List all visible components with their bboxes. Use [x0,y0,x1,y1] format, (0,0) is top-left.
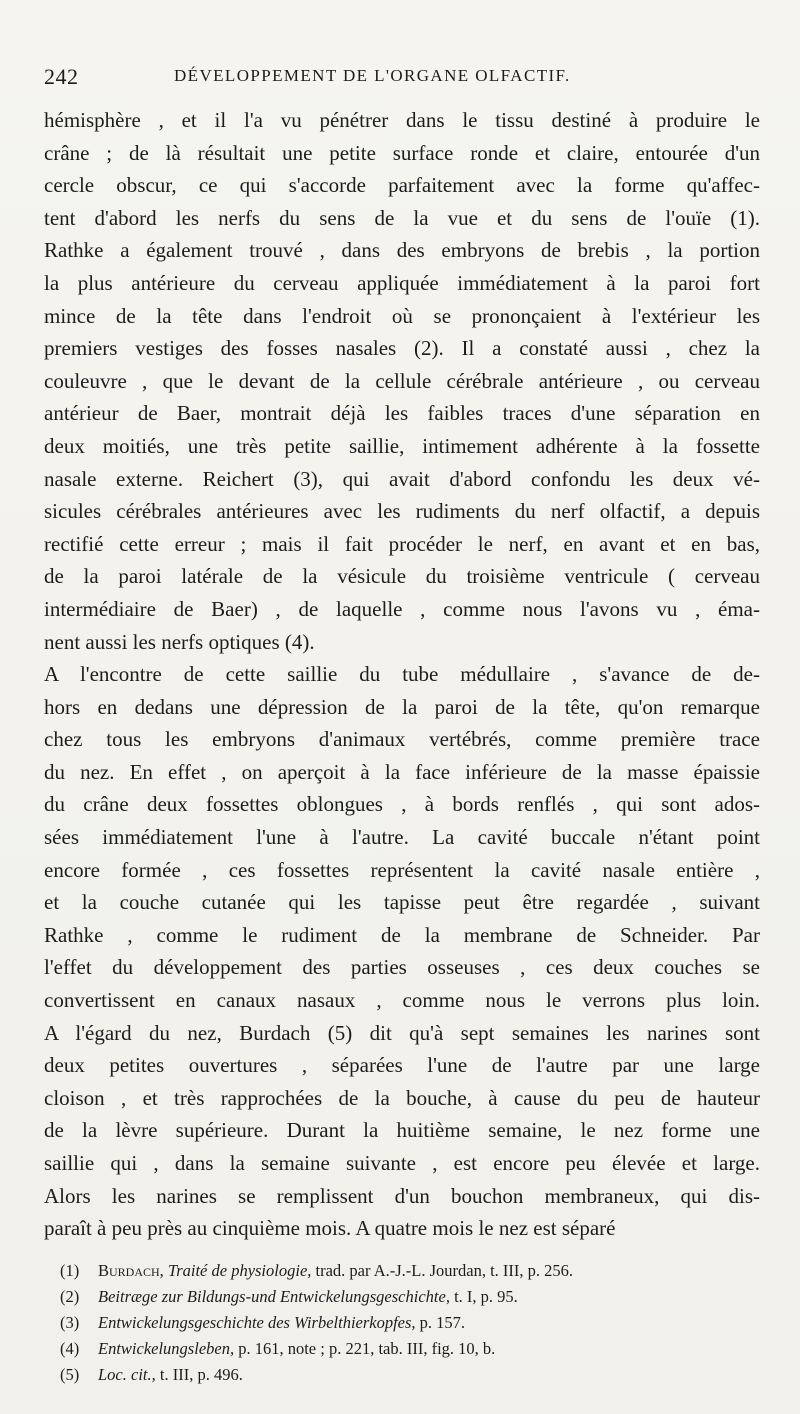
text-line: premiers vestiges des fosses nasales (2). Il a constaté aussi , chez la [44,336,760,361]
footnote-reference: t. III, p. 496. [159,1365,243,1384]
text-line: Rathke , comme le rudiment de la membrane de Schneider. Par [44,922,760,947]
footnote [60,1336,760,1362]
text-line: deux petites ouvertures , séparées l'une de l'autre par une large [44,1053,760,1078]
text-line: encore formée , ces fossettes représentent la cavité nasale entière , [44,857,760,882]
text-line: A l'encontre de cette saillie du tube médullaire , s'avance de de- [44,662,760,687]
text-line: nasale externe. Reichert (3), qui avait d'abord confondu les deux vé- [44,466,760,491]
footnote-reference: t. I, p. 95. [454,1287,518,1306]
footnote-number: (5) [60,1365,80,1384]
footnote-title: Entwickelungsgeschichte des Wirbelthierkopfes, [98,1313,416,1332]
text-line: nent aussi les nerfs optiques (4). [44,629,315,654]
footnote [60,1258,760,1284]
text-line: sicules cérébrales antérieures avec les rudiments du nerf olfactif, a depuis [44,499,760,524]
footnote-title: Beitræge zur Bildungs-und Entwickelungsgeschichte, [98,1287,450,1306]
text-line: cloison , et très rapprochées de la bouche, à cause du peu de hauteur [44,1085,760,1110]
footnote-reference: p. 157. [419,1313,466,1332]
text-line: saillie qui , dans la semaine suivante , est encore peu élevée et large. [44,1151,760,1175]
text-line: Rathke a également trouvé , dans des embryons de brebis , la portion [44,238,760,263]
text-line: antérieur de Baer, montrait déjà les faibles traces d'une séparation en [44,401,760,426]
footnote-title: Traité de physiologie, [167,1261,312,1280]
text-line: intermédiaire de Baer) , de laquelle , comme nous l'avons vu , éma- [44,596,760,621]
text-line: la plus antérieure du cerveau appliquée immédiatement à la paroi fort [44,270,760,295]
text-line: hémisphère , et il l'a vu pénétrer dans le tissu destiné à produire le [44,108,760,132]
footnote-reference: p. 161, note ; p. 221, tab. III, fig. 10, b. [238,1339,496,1358]
footnotes [60,1258,760,1388]
footnote-reference: trad. par A.-J.-L. Jourdan, t. III, p. 256. [315,1261,574,1280]
body-text [44,104,760,1245]
running-head: DÉVELOPPEMENT DE L'ORGANE OLFACTIF. [174,66,571,85]
text-line: mince de la tête dans l'endroit où se prononçaient à l'extérieur les [44,303,760,328]
text-line: de la lèvre supérieure. Durant la huitième semaine, le nez forme une [44,1118,760,1143]
text-line: du nez. En effet , on aperçoit à la face inférieure de la masse épaissie [44,759,760,784]
footnote-number: (1) [60,1261,80,1280]
page-header [44,64,760,98]
text-line: sées immédiatement l'une à l'autre. La cavité buccale n'étant point [44,825,760,850]
text-line: de la paroi latérale de la vésicule du troisième ventricule ( cerveau [44,564,760,589]
text-line: chez tous les embryons d'animaux vertébrés, comme première trace [44,727,760,752]
text-line: paraît à peu près au cinquième mois. A quatre mois le nez est séparé [44,1216,616,1241]
text-line: A l'égard du nez, Burdach (5) dit qu'à sept semaines les narines sont [44,1020,760,1045]
page-number: 242 [44,64,79,89]
footnote-number: (3) [60,1313,80,1332]
text-line: du crâne deux fossettes oblongues , à bords renflés , qui sont ados- [44,792,760,817]
text-line: Alors les narines se remplissent d'un bouchon membraneux, qui dis- [44,1183,760,1208]
text-line: crâne ; de là résultait une petite surface ronde et claire, entourée d'un [44,140,760,165]
text-line: rectifié cette erreur ; mais il fait procéder le nerf, en avant et en bas, [44,531,760,556]
footnote-title: Loc. cit., [98,1365,156,1384]
text-line: et la couche cutanée qui les tapisse peut être regardée , suivant [44,890,760,915]
text-line: hors en dedans une dépression de la paroi de la tête, qu'on remarque [44,694,760,719]
text-line: convertissent en canaux nasaux , comme nous le verrons plus loin. [44,988,760,1013]
footnote-number: (2) [60,1287,80,1306]
footnote-author: Burdach, [98,1261,164,1280]
footnote [60,1310,760,1336]
text-line: l'effet du développement des parties osseuses , ces deux couches se [44,955,760,980]
text-line: couleuvre , que le devant de la cellule cérébrale antérieure , ou cerveau [44,368,760,393]
text-line: deux moitiés, une très petite saillie, intimement adhérente à la fossette [44,433,760,458]
footnote-title: Entwickelungsleben, [98,1339,235,1358]
footnote-number: (4) [60,1339,80,1358]
footnote [60,1284,760,1310]
text-line: tent d'abord les nerfs du sens de la vue et du sens de l'ouïe (1). [44,205,760,230]
text-line: cercle obscur, ce qui s'accorde parfaitement avec la forme qu'affec- [44,173,760,198]
footnote [60,1362,760,1388]
